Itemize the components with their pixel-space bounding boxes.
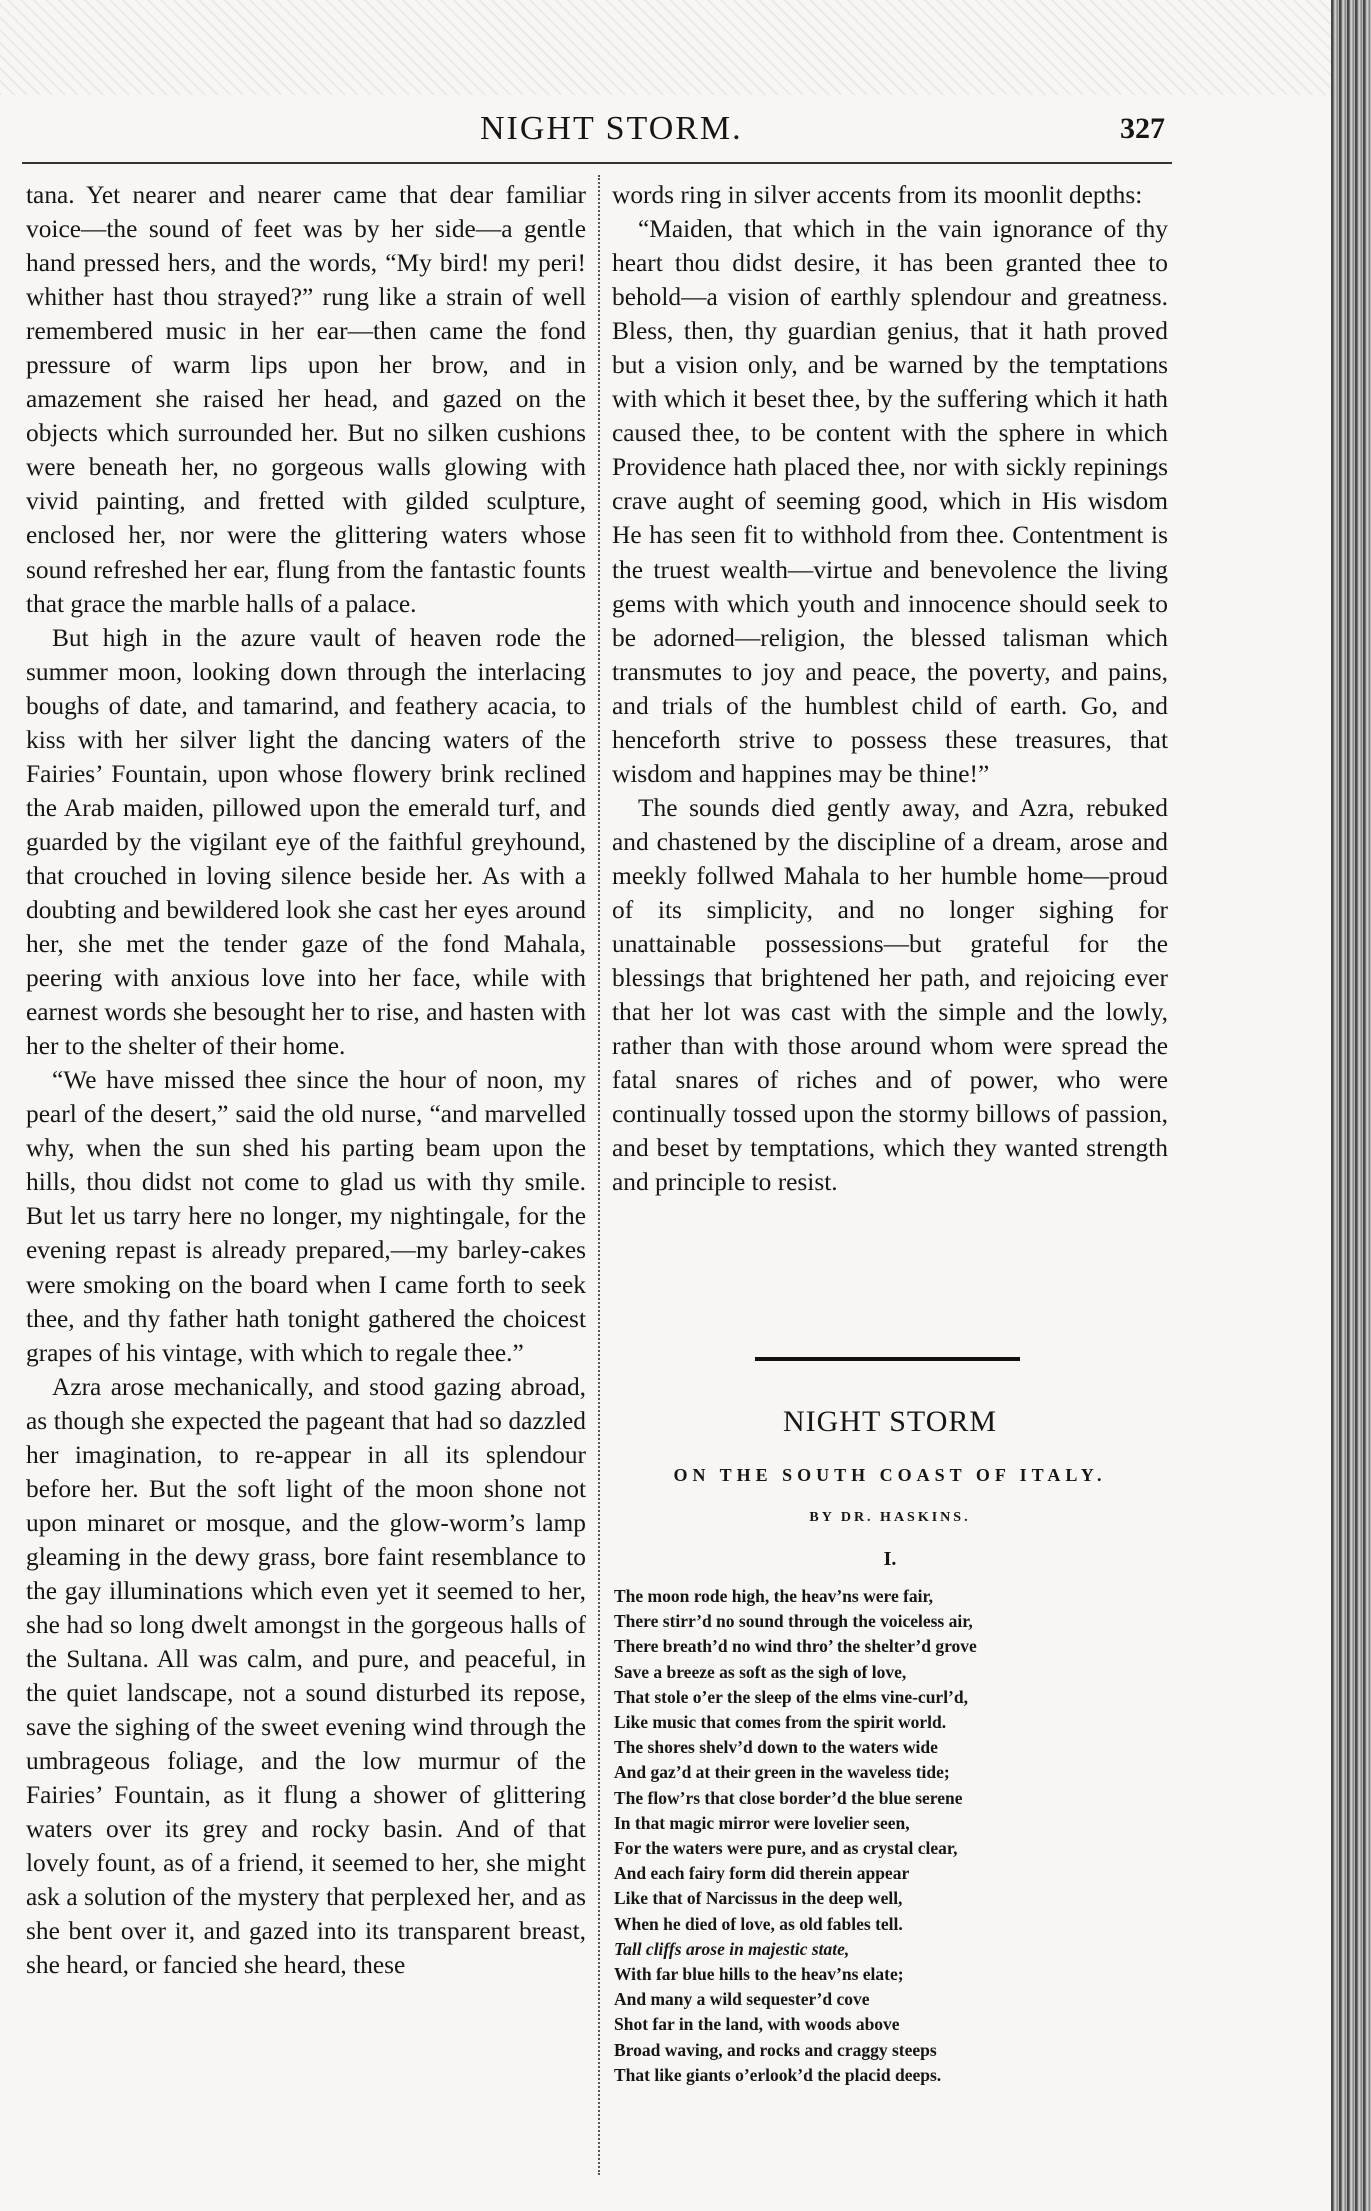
paragraph: But high in the azure vault of heaven rode the summer moon, looking down through the interlacing boughs of date, and tamarind, and feathery acacia, to kiss with her silver light the dancing waters of the Fairies’ Fountain, upon whose flowery brink reclined the Arab maiden, pillowed upon the emerald turf, and guarded by the vigilant eye of the faithful greyhound, that crouched in loving silence beside her. As with a doubting and bewildered look she cast her eyes around her, she met the tender gaze of the fond Mahala, peering with anxious love into her face, while with earnest words she besought her to rise, and hasten with her to the shelter of their home.	[26, 623, 586, 1061]
poem-line: In that magic mirror were lovelier seen,	[614, 1812, 910, 1833]
right-column	[612, 178, 1168, 1199]
poem-line: And gaz’d at their green in the waveless tide;	[614, 1762, 950, 1783]
running-title: NIGHT STORM.	[480, 110, 743, 147]
poem-line: And each fairy form did therein appear	[614, 1863, 910, 1884]
poem-line: For the waters were pure, and as crystal clear,	[614, 1838, 958, 1859]
poem-line: Like that of Narcissus in the deep well,	[614, 1888, 903, 1909]
column-divider	[598, 175, 600, 2175]
paragraph: Azra arose mechanically, and stood gazing abroad, as though she expected the pageant that had so dazzled her imagination, to re-appear in all its splendour before her. But the soft light of the moon shone not upon minaret or mosque, and the glow-worm’s lamp gleaming in the dewy grass, bore faint resemblance to the gay illuminations which even yet it seemed to her, she had so long dwelt amongst in the gorgeous halls of the Sultana. All was calm, and pure, and peaceful, in the quiet landscape, not a sound disturbed its repose, save the sighing of the sweet evening wind through the umbrageous foliage, and the low murmur of the Fairies’ Fountain, as it flung a shower of glittering waters over its grey and rocky basin. And of that lovely fount, as of a friend, it seemed to her, she might ask a solution of the mystery that perplexed her, and as she bent over it, and gazed into its transparent breast, she heard, or fancied she heard, these	[26, 1372, 586, 1980]
poem-line: Shot far in the land, with woods above	[614, 2014, 900, 2035]
poem-line: The shores shelv’d down to the waters wide	[614, 1737, 938, 1758]
poem-stanza	[614, 1584, 1174, 2088]
header-rule	[22, 162, 1172, 164]
paragraph: tana. Yet nearer and nearer came that dear familiar voice—the sound of feet was by her side—a gentle hand pressed hers, and the words, “My bird! my peri! whither hast thou strayed?” rung like a strain of well remembered music in her ear—then came the fond pressure of warm lips upon her brow, and in amazement she raised her head, and gazed on the objects which surrounded her. But no silken cushions were beneath her, no gorgeous walls glowing with vivid painting, and fretted with gilded sculpture, enclosed her, nor were the glittering waters whose sound refreshed her ear, flung from the fantastic founts that grace the marble halls of a palace.	[26, 181, 586, 618]
poem-line: And many a wild sequester’d cove	[614, 1989, 870, 2010]
poem-line: With far blue hills to the heav’ns elate;	[614, 1964, 904, 1985]
poem-line: That like giants o’erlook’d the placid deeps.	[614, 2064, 942, 2085]
poem-line: That stole o’er the sleep of the elms vine-curl’d,	[614, 1686, 968, 1707]
page-number: 327	[1120, 112, 1165, 145]
paragraph: words ring in silver accents from its moonlit depths:	[612, 181, 1143, 209]
poem-line: There stirr’d no sound through the voiceless air,	[614, 1611, 973, 1632]
poem-title: NIGHT STORM	[782, 1405, 998, 1438]
poem-line: Broad waving, and rocks and craggy steeps	[614, 2039, 937, 2060]
section-rule	[755, 1357, 1020, 1361]
poem-line: Tall cliffs arose in majestic state,	[614, 1938, 850, 1959]
scan-noise	[0, 0, 1331, 95]
page-edge-shadow	[1331, 0, 1371, 2211]
poem-line: The moon rode high, the heav’ns were fair,	[614, 1586, 934, 1606]
poem-author: BY DR. HASKINS.	[809, 1510, 971, 1525]
page-header	[0, 110, 1331, 154]
poem-line: When he died of love, as old fables tell.	[614, 1913, 903, 1934]
paragraph: The sounds died gently away, and Azra, rebuked and chastened by the discipline of a dream, arose and meekly follwed Mahala to her humble home—proud of its simplicity, and no longer sighing for unattainable possessions—but grateful for the blessings that brightened her path, and rejoicing ever that her lot was cast with the simple and the lowly, rather than with those around whom were spread the fatal snares of riches and of power, who were continually tossed upon the stormy billows of passion, and beset by temptations, which they wanted strength and principle to resist.	[612, 793, 1168, 1197]
paragraph: “We have missed thee since the hour of noon, my pearl of the desert,” said the old nurse, “and marvelled why, when the sun shed his parting beam upon the hills, thou didst not come to glad us with thy smile. But let us tarry here no longer, my nightingale, for the evening repast is already prepared,—my barley-cakes were smoking on the board when I came forth to seek thee, and thy father hath tonight gathered the choicest grapes of his vintage, with which to regale thee.”	[26, 1066, 586, 1367]
poem-subtitle: ON THE SOUTH COAST OF ITALY.	[673, 1465, 1107, 1485]
poem-line: There breath’d no wind thro’ the shelter’d grove	[614, 1636, 977, 1657]
poem-line: The flow’rs that close border’d the blue serene	[614, 1787, 963, 1808]
poem-line: Like music that comes from the spirit world.	[614, 1712, 947, 1733]
paragraph: “Maiden, that which in the vain ignorance of thy heart thou didst desire, it has been granted thee to behold—a vision of earthly splendour and greatness. Bless, then, thy guardian genius, that it hath proved but a vision only, and be warned by the temptations with which it beset thee, by the suffering which it hath caused thee, to be content with the sphere in which Providence hath placed thee, nor with sickly repinings crave aught of seeming good, which in His wisdom He has seen fit to withhold from thee. Contentment is the truest wealth—virtue and benevolence the living gems with which youth and innocence should seek to be adorned—religion, the blessed talisman which transmutes to joy and peace, the poverty, and pains, and trials of the humblest child of earth. Go, and henceforth strive to possess these treasures, that wisdom and happines may be thine!”	[612, 215, 1168, 788]
poem-line: Save a breeze as soft as the sigh of love,	[614, 1661, 907, 1682]
stanza-number: I.	[883, 1548, 897, 1570]
left-column	[26, 178, 586, 1982]
